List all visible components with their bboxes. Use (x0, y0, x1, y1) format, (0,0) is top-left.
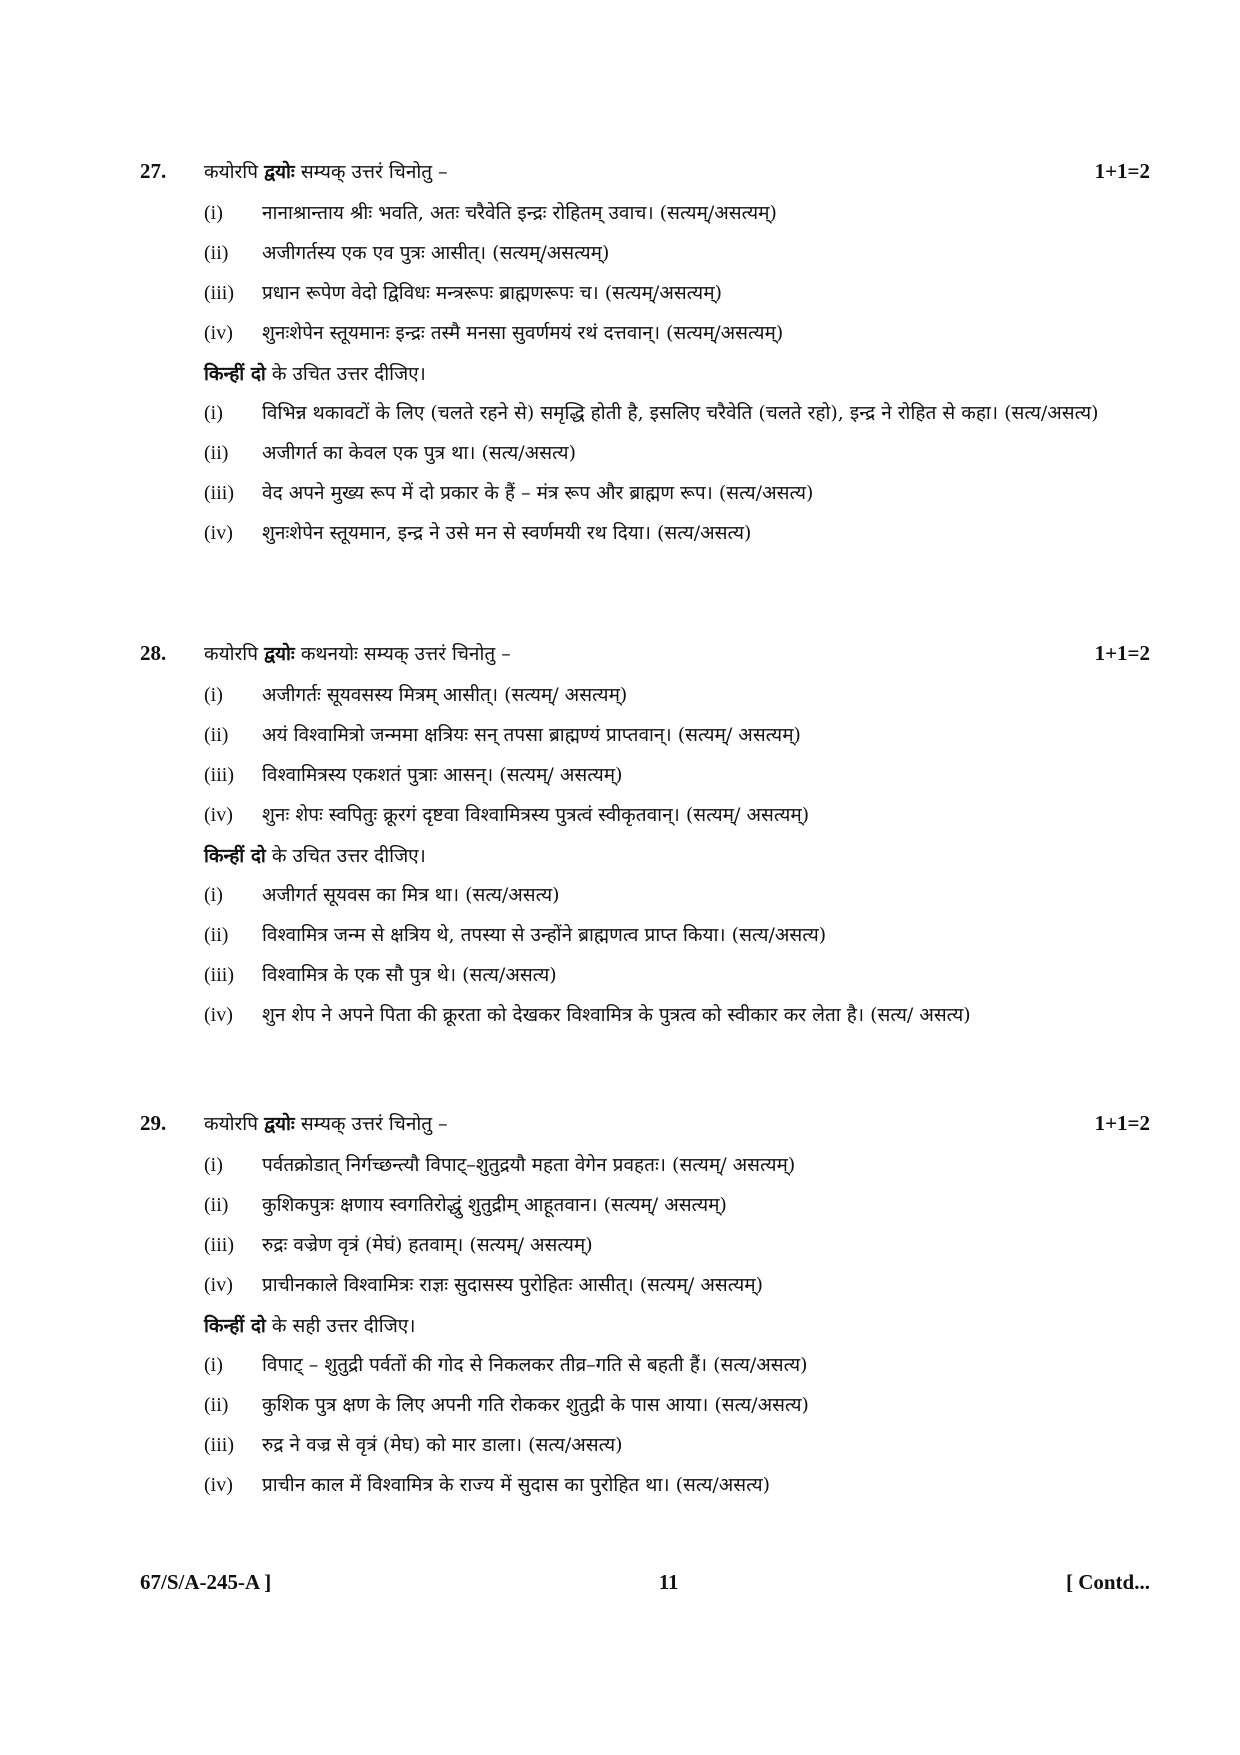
prompt-post: कथनयोः सम्यक् उत्तरं चिनोतु – (294, 643, 511, 665)
hindi-post: के सही उत्तर दीजिए। (265, 1315, 416, 1337)
prompt-bold: द्वयोः (264, 1113, 295, 1135)
option-item (204, 1268, 1150, 1308)
prompt-pre: कयोरपि (204, 1113, 265, 1135)
option-item (204, 798, 1150, 838)
hindi-post: के उचित उत्तर दीजिए। (265, 845, 426, 867)
option-numeral: (iv) (204, 322, 233, 344)
option-text: विश्वामित्रस्य एकशतं पुत्राः आसन्। (सत्यम्/ असत्यम्) (262, 764, 623, 786)
option-item (204, 1228, 1150, 1268)
option-numeral: (iv) (204, 1474, 233, 1496)
option-item (204, 436, 1150, 476)
option-text: विश्वामित्र जन्म से क्षत्रिय थे, तपस्या से उन्होंने ब्राह्मणत्व प्राप्त किया। (सत्य/असत्य) (262, 924, 827, 946)
prompt-post: सम्यक् उत्तरं चिनोतु – (294, 161, 448, 183)
option-numeral: (ii) (204, 924, 229, 946)
option-text: प्राचीन काल में विश्वामित्र के राज्य में सुदास का पुरोहित था। (सत्य/असत्य) (262, 1474, 771, 1496)
option-numeral: (ii) (204, 242, 229, 264)
option-numeral: (i) (204, 684, 223, 706)
hindi-instruction (204, 1308, 1150, 1348)
option-text: कुशिकपुत्रः क्षणाय स्वगतिरोद्धुं शुतुद्रीम् आहूतवान। (सत्यम्/ असत्यम्) (262, 1194, 727, 1216)
option-item (204, 476, 1150, 516)
page-footer (140, 1570, 1150, 1595)
option-item (204, 316, 1150, 356)
option-item (204, 276, 1150, 316)
hindi-instruction (204, 838, 1150, 878)
option-numeral: (iv) (204, 1004, 233, 1026)
option-item (204, 678, 1150, 718)
option-numeral: (ii) (204, 442, 229, 464)
option-text: विपाट् – शुतुद्री पर्वतों की गोद से निकलकर तीव्र–गति से बहती हैं। (सत्य/असत्य) (262, 1354, 808, 1376)
option-numeral: (i) (204, 1354, 223, 1376)
option-item (204, 758, 1150, 798)
prompt-bold: द्वयोः (264, 161, 295, 183)
hindi-post: के उचित उत्तर दीजिए। (265, 363, 426, 385)
option-numeral: (iv) (204, 1274, 233, 1296)
option-text: रुद्रः वज्रेण वृत्रं (मेघं) हतवाम्। (सत्यम्/ असत्यम्) (262, 1234, 593, 1256)
option-numeral: (iii) (204, 1434, 234, 1456)
option-text: अजीगर्त का केवल एक पुत्र था। (सत्य/असत्य) (262, 442, 576, 464)
question-header (140, 640, 1150, 678)
option-numeral: (iv) (204, 522, 233, 544)
option-text: अजीगर्त सूयवस का मित्र था। (सत्य/असत्य) (262, 884, 560, 906)
option-numeral: (ii) (204, 724, 229, 746)
option-numeral: (iii) (204, 1234, 234, 1256)
hindi-options (204, 878, 1150, 1038)
option-numeral: (iv) (204, 804, 233, 826)
question-28 (140, 640, 1150, 1038)
option-text: नानाश्रान्ताय श्रीः भवति, अतः चरैवेति इन्द्रः रोहितम् उवाच। (सत्यम्/असत्यम्) (262, 202, 777, 224)
option-item (204, 718, 1150, 758)
question-marks: 1+1=2 (1094, 159, 1150, 183)
option-text: प्राचीनकाले विश्वामित्रः राज्ञः सुदासस्य पुरोहितः आसीत्। (सत्यम्/ असत्यम्) (262, 1274, 763, 1296)
question-marks: 1+1=2 (1094, 1111, 1150, 1135)
option-text: वेद अपने मुख्य रूप में दो प्रकार के हैं – मंत्र रूप और ब्राह्मण रूप। (सत्य/असत्य) (262, 482, 814, 504)
question-number: 27. (140, 159, 167, 183)
option-item (204, 1468, 1150, 1508)
option-item (204, 396, 1150, 436)
option-item (204, 1188, 1150, 1228)
option-text: कुशिक पुत्र क्षण के लिए अपनी गति रोककर शुतुद्री के पास आया। (सत्य/असत्य) (262, 1394, 809, 1416)
option-text: अयं विश्वामित्रो जन्ममा क्षत्रियः सन् तपसा ब्राह्मण्यं प्राप्तवान्। (सत्यम्/ असत्यम्) (262, 724, 801, 746)
sanskrit-options (204, 196, 1150, 356)
prompt-pre: कयोरपि (204, 643, 265, 665)
option-text: पर्वतक्रोडात् निर्गच्छन्त्यौ विपाट्–शुतुद्रयौ महता वेगेन प्रवहतः। (सत्यम्/ असत्यम्) (262, 1154, 796, 1176)
option-item (204, 236, 1150, 276)
hindi-options (204, 1348, 1150, 1508)
question-header (140, 158, 1150, 196)
option-numeral: (iii) (204, 764, 234, 786)
paper-code: 67/S/A-245-A ] (140, 1570, 272, 1594)
question-prompt (204, 1110, 1095, 1136)
question-number: 29. (140, 1111, 167, 1135)
option-numeral: (iii) (204, 964, 234, 986)
option-numeral: (iii) (204, 282, 234, 304)
prompt-pre: कयोरपि (204, 161, 265, 183)
option-numeral: (iii) (204, 482, 234, 504)
question-number: 28. (140, 641, 167, 665)
page-number: 11 (658, 1570, 679, 1594)
question-prompt (204, 158, 1095, 184)
option-text: शुनः शेपः स्वपितुः क्रूरगं दृष्टवा विश्वामित्रस्य पुत्रत्वं स्वीकृतवान्। (सत्यम्/ असत्यम्) (262, 804, 810, 826)
hindi-bold: किन्हीं दो (204, 1315, 266, 1337)
continued-label: [ Contd... (1065, 1570, 1150, 1594)
option-numeral: (i) (204, 1154, 223, 1176)
sanskrit-options (204, 678, 1150, 838)
option-item (204, 918, 1150, 958)
hindi-bold: किन्हीं दो (204, 845, 266, 867)
prompt-post: सम्यक् उत्तरं चिनोतु – (294, 1113, 448, 1135)
prompt-bold: द्वयोः (264, 643, 295, 665)
option-text: शुन शेप ने अपने पिता की क्रूरता को देखकर विश्वामित्र के पुत्रत्व को स्वीकार कर लेता है। (सत्य/ असत्य) (262, 1004, 971, 1026)
option-text: रुद्र ने वज्र से वृत्रं (मेघ) को मार डाला। (सत्य/असत्य) (262, 1434, 623, 1456)
hindi-instruction (204, 356, 1150, 396)
option-text: अजीगर्तस्य एक एव पुत्रः आसीत्। (सत्यम्/असत्यम्) (262, 242, 610, 264)
option-text: विभिन्न थकावटों के लिए (चलते रहने से) समृद्धि होती है, इसलिए चरैवेति (चलते रहो), इन्द्र ने रोहित से कहा। (सत्य/असत्य) (262, 402, 1099, 424)
option-numeral: (i) (204, 402, 223, 424)
option-item (204, 958, 1150, 998)
option-numeral: (ii) (204, 1394, 229, 1416)
option-item (204, 1388, 1150, 1428)
option-text: प्रधान रूपेण वेदो द्विविधः मन्त्ररूपः ब्राह्मणरूपः च। (सत्यम्/असत्यम्) (262, 282, 722, 304)
option-item (204, 196, 1150, 236)
option-numeral: (i) (204, 884, 223, 906)
sanskrit-options (204, 1148, 1150, 1308)
option-item (204, 998, 1150, 1038)
option-item (204, 1148, 1150, 1188)
option-item (204, 1428, 1150, 1468)
hindi-bold: किन्हीं दो (204, 363, 266, 385)
hindi-options (204, 396, 1150, 556)
question-27 (140, 158, 1150, 556)
option-text: अजीगर्तः सूयवसस्य मित्रम् आसीत्। (सत्यम्/ असत्यम्) (262, 684, 628, 706)
option-numeral: (ii) (204, 1194, 229, 1216)
option-item (204, 878, 1150, 918)
option-text: शुनःशेपेन स्तूयमान, इन्द्र ने उसे मन से स्वर्णमयी रथ दिया। (सत्य/असत्य) (262, 522, 752, 544)
option-text: विश्वामित्र के एक सौ पुत्र थे। (सत्य/असत्य) (262, 964, 557, 986)
option-item (204, 1348, 1150, 1388)
option-item (204, 516, 1150, 556)
question-29 (140, 1110, 1150, 1508)
option-numeral: (i) (204, 202, 223, 224)
option-text: शुनःशेपेन स्तूयमानः इन्द्रः तस्मै मनसा सुवर्णमयं रथं दत्तवान्। (सत्यम्/असत्यम्) (262, 322, 784, 344)
question-header (140, 1110, 1150, 1148)
question-prompt (204, 640, 1095, 666)
question-marks: 1+1=2 (1094, 641, 1150, 665)
